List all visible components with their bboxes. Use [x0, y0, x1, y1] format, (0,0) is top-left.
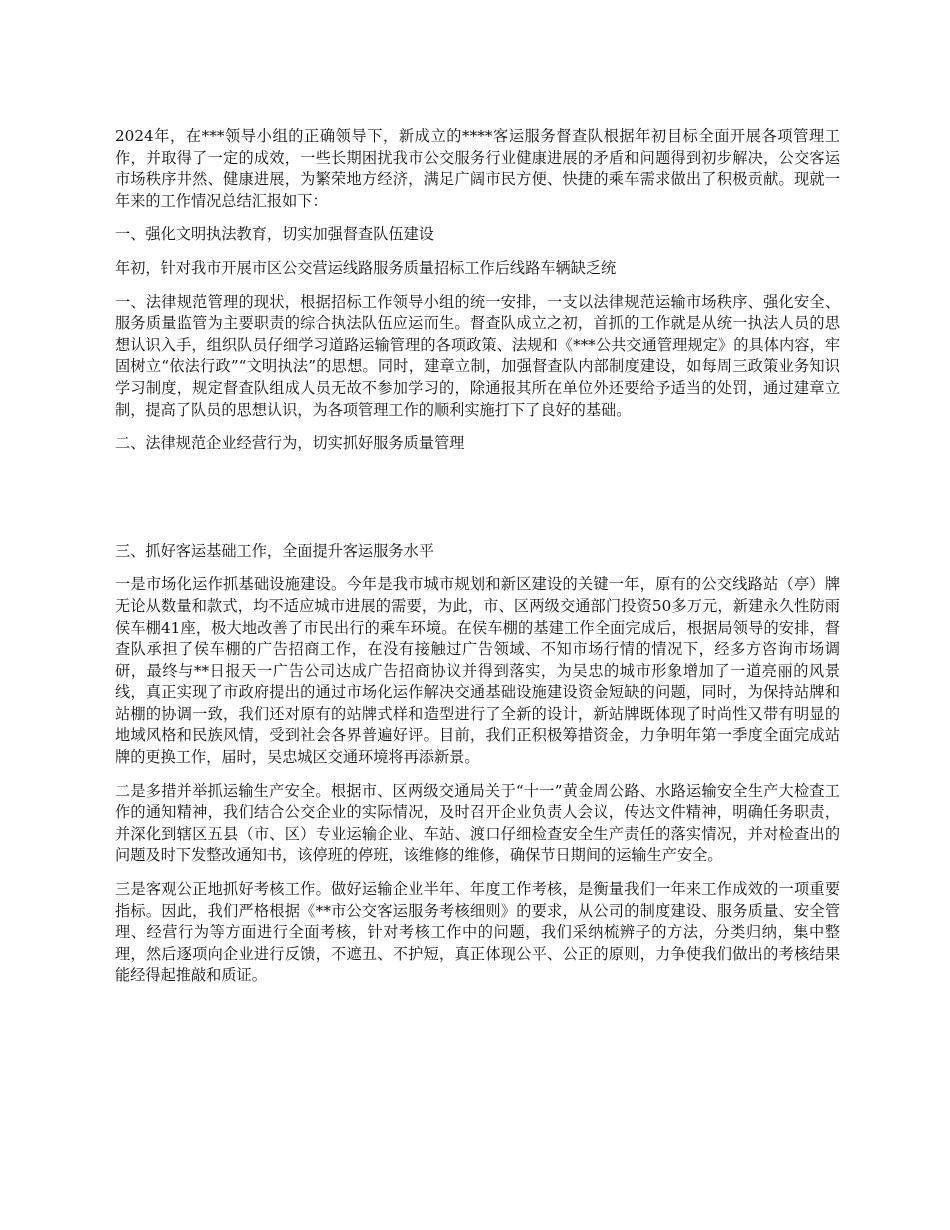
blank-space — [115, 467, 840, 541]
section-heading-1: 一、强化文明执法教育，切实加强督查队伍建设 — [115, 225, 434, 244]
intro-paragraph: 2024年，在***领导小组的正确领导下，新成立的****客运服务督查队根据年初目标全面开展各项管理工作，并取得了一定的成效，一些长期困扰我市公交服务行业健康进展的矛盾和问题得到初步解决，公交客运市场秩序井然、健康进展，为繁荣地方经济，满足广阔市民方便、快捷的乘车需求做出了积极贡献。现就一年来的工作情况总结汇报如下： — [115, 127, 840, 210]
paragraph-4: 二是多措并举抓运输生产安全。根据市、区两级交通局关于“十一”黄金周公路、水路运输安全生产大检查工作的通知精神，我们结合公交企业的实际情况，及时召开企业负责人会议，传达文件精神，明确任务职责，并深化到辖区五县（市、区）专业运输企业、车站、渡口仔细检查安全生产责任的落实情况，并对检查出的问题及时下发整改通知书，该停班的停班，该维修的维修，确保节日期间的运输生产安全。 — [115, 781, 840, 865]
section-heading-3: 三、抓好客运基础工作，全面提升客运服务水平 — [115, 541, 434, 560]
paragraph-1: 年初，针对我市开展市区公交营运线路服务质量招标工作后线路车辆缺乏统 — [115, 258, 617, 277]
section-heading-2: 二、法律规范企业经营行为，切实抓好服务质量管理 — [115, 434, 465, 453]
paragraph-3: 一是市场化运作抓基础设施建设。今年是我市城市规划和新区建设的关键一年，原有的公交线路站（亭）牌无论从数量和款式，均不适应城市进展的需要，为此，市、区两级交通部门投资50多万元，新建永久性防雨侯车棚41座，极大地改善了市民出行的乘车环境。在侯车棚的基建工作全面完成后，根据局领导的安排，督查队承担了侯车棚的广告招商工作，在没有接触过广告领域、不知市场行情的情况下，经多方咨询市场调研，最终与**日报天一广告公司达成广告招商协议并得到落实，为吴忠的城市形象增加了一道亮丽的风景线，真正实现了市政府提出的通过市场化运作解决交通基础设施建设资金短缺的问题，同时，为保持站牌和站棚的协调一致，我们还对原有的站牌式样和造型进行了全新的设计，新站牌既体现了时尚性又带有明显的地域风格和民族风情，受到社会各界普遍好评。目前，我们正积极筹措资金，力争明年第一季度全面完成站牌的更换工作，届时，吴忠城区交通环境将再添新景。 — [115, 575, 840, 767]
paragraph-5: 三是客观公正地抓好考核工作。做好运输企业半年、年度工作考核，是衡量我们一年来工作成效的一项重要指标。因此，我们严格根据《**市公交客运服务考核细则》的要求，从公司的制度建设、服务质量、安全管理、经营行为等方面进行全面考核，针对考核工作中的问题，我们采纳梳辨子的方法，分类归纳，集中整理，然后逐项向企业进行反馈，不遮丑、不护短，真正体现公平、公正的原则，力争使我们做出的考核结果能经得起推敲和质证。 — [115, 880, 840, 985]
document-page — [115, 126, 840, 999]
paragraph-2: 一、法律规范管理的现状，根据招标工作领导小组的统一安排，一支以法律规范运输市场秩序、强化安全、服务质量监管为主要职责的综合执法队伍应运而生。督查队成立之初，首抓的工作就是从统一执法人员的思想认识入手，组织队员仔细学习道路运输管理的各项政策、法规和《***公共交通管理规定》的具体内容，牢固树立“依法行政”“文明执法”的思想。同时，建章立制，加强督查队内部制度建设，如每周三政策业务知识学习制度，规定督查队组成人员无故不参加学习的，除通报其所在单位外还要给予适当的处罚，通过建章立制，提高了队员的思想认识，为各项管理工作的顺利实施打下了良好的基础。 — [115, 292, 840, 419]
